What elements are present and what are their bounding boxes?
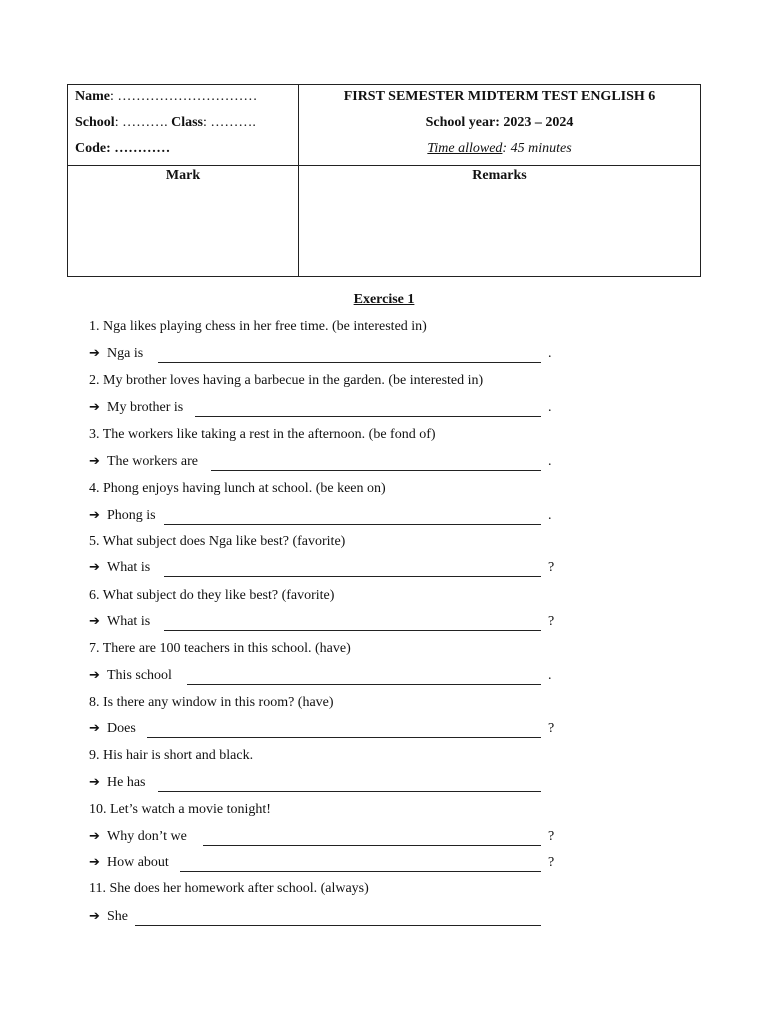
answer-line [89, 909, 560, 929]
answer-blank[interactable] [158, 791, 541, 792]
question-4: 4. Phong enjoys having lunch at school. (be keen on) [89, 481, 386, 496]
end-punctuation: . [548, 668, 552, 683]
answer-prompt: Phong is [107, 508, 156, 523]
arrow-icon: ➔ [89, 454, 100, 469]
answer-prompt: This school [107, 668, 172, 683]
answer-line [89, 346, 560, 366]
code-label: Code: ………… [75, 141, 171, 156]
end-punctuation: ? [548, 829, 555, 844]
answer-prompt: Nga is [107, 346, 144, 361]
school-year: School year: 2023 – 2024 [425, 115, 574, 130]
arrow-icon: ➔ [89, 909, 100, 924]
answer-line [89, 855, 560, 875]
exercise-title: Exercise 1 [353, 292, 415, 307]
answer-prompt: What is [107, 614, 151, 629]
end-punctuation: . [548, 346, 552, 361]
end-punctuation: ? [548, 721, 555, 736]
arrow-icon: ➔ [89, 855, 100, 870]
arrow-icon: ➔ [89, 668, 100, 683]
remarks-label: Remarks [472, 168, 527, 183]
question-2: 2. My brother loves having a barbecue in the garden. (be interested in) [89, 373, 484, 388]
question-5: 5. What subject does Nga like best? (favorite) [89, 534, 346, 549]
answer-line [89, 400, 560, 420]
question-8: 8. Is there any window in this room? (have) [89, 695, 334, 710]
end-punctuation: . [548, 508, 552, 523]
answer-prompt: How about [107, 855, 169, 870]
end-punctuation: ? [548, 855, 555, 870]
arrow-icon: ➔ [89, 829, 100, 844]
school-dots: : ………. [114, 115, 172, 130]
arrow-icon: ➔ [89, 400, 100, 415]
answer-line [89, 721, 560, 741]
arrow-icon: ➔ [89, 775, 100, 790]
answer-blank[interactable] [164, 576, 541, 577]
question-3: 3. The workers like taking a rest in the afternoon. (be fond of) [89, 427, 436, 442]
question-7: 7. There are 100 teachers in this school. (have) [89, 641, 351, 656]
time-allowed [299, 139, 700, 165]
answer-prompt: Why don’t we [107, 829, 187, 844]
student-info-cell [68, 85, 299, 166]
code-line [68, 139, 298, 165]
answer-line [89, 508, 560, 528]
name-label: Name [75, 89, 110, 104]
arrow-icon: ➔ [89, 508, 100, 523]
question-10: 10. Let’s watch a movie tonight! [89, 802, 271, 817]
question-12: 11. She does her homework after school. (always) [89, 881, 369, 896]
answer-prompt: My brother is [107, 400, 184, 415]
end-punctuation: ? [548, 614, 555, 629]
answer-line [89, 775, 560, 795]
answer-line [89, 454, 560, 474]
test-title: FIRST SEMESTER MIDTERM TEST ENGLISH 6 [343, 89, 656, 104]
question-1: 1. Nga likes playing chess in her free time. (be interested in) [89, 319, 427, 334]
answer-prompt: He has [107, 775, 146, 790]
time-label: Time allowed [427, 141, 503, 156]
class-label: Class [171, 115, 203, 130]
answer-blank[interactable] [187, 684, 541, 685]
answer-blank[interactable] [180, 871, 541, 872]
time-value: : 45 minutes [502, 141, 572, 156]
answer-prompt: What is [107, 560, 151, 575]
answer-line [89, 668, 560, 688]
arrow-icon: ➔ [89, 346, 100, 361]
answer-blank[interactable] [195, 416, 541, 417]
answer-blank[interactable] [135, 925, 541, 926]
question-9: 9. His hair is short and black. [89, 748, 254, 763]
answer-line [89, 560, 560, 580]
answer-blank[interactable] [164, 524, 541, 525]
answer-blank[interactable] [147, 737, 541, 738]
answer-blank[interactable] [158, 362, 541, 363]
answer-prompt: Does [107, 721, 136, 736]
arrow-icon: ➔ [89, 560, 100, 575]
answer-prompt: The workers are [107, 454, 198, 469]
mark-label: Mark [165, 168, 201, 183]
test-title-cell [299, 85, 701, 166]
answer-line [89, 614, 560, 634]
arrow-icon: ➔ [89, 614, 100, 629]
school-label: School [75, 115, 115, 130]
header-table [67, 84, 701, 277]
name-dots: : ………………………… [110, 89, 258, 104]
remarks-cell [299, 166, 701, 277]
answer-blank[interactable] [203, 845, 541, 846]
end-punctuation: ? [548, 560, 555, 575]
answer-blank[interactable] [164, 630, 541, 631]
question-6: 6. What subject do they like best? (favorite) [89, 588, 335, 603]
answer-line [89, 829, 560, 849]
end-punctuation: . [548, 400, 552, 415]
class-dots: : ………. [202, 115, 256, 130]
name-line [68, 87, 298, 113]
answer-blank[interactable] [211, 470, 541, 471]
answer-prompt: She [107, 909, 128, 924]
arrow-icon: ➔ [89, 721, 100, 736]
end-punctuation: . [548, 454, 552, 469]
mark-cell [68, 166, 299, 277]
school-line [68, 113, 298, 139]
